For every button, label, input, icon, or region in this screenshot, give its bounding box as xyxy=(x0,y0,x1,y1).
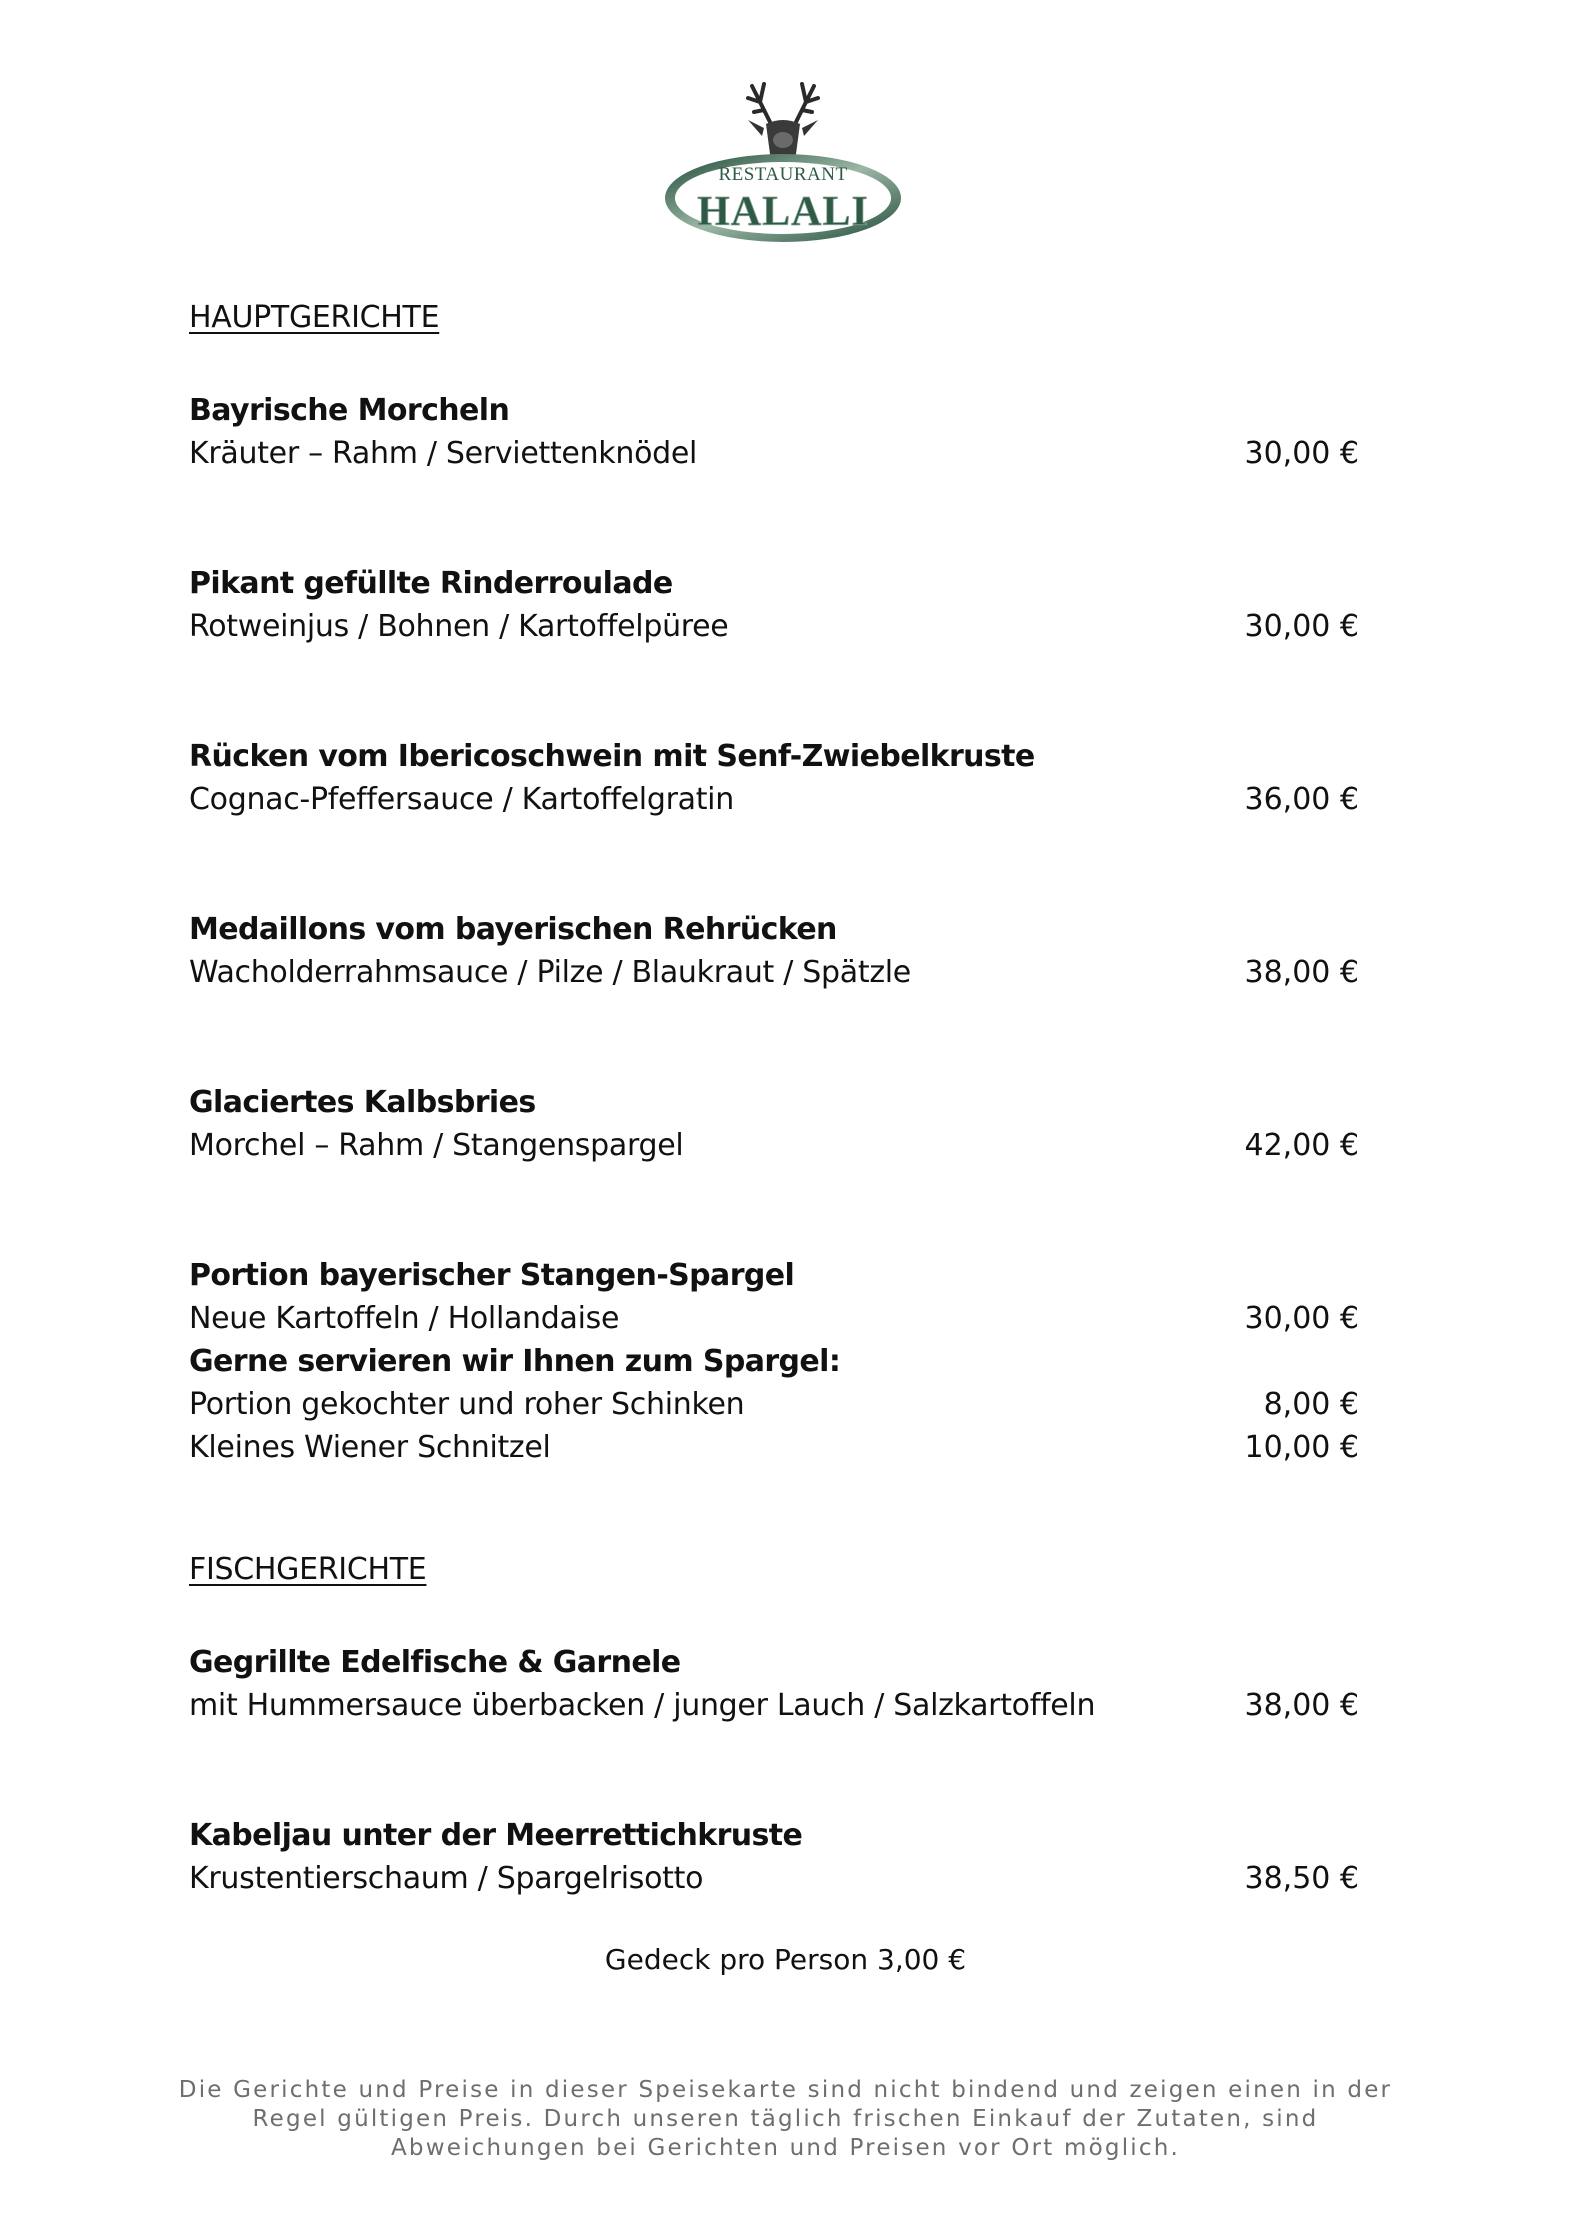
dish-price: 42,00 € xyxy=(1244,1128,1359,1163)
extra-row xyxy=(189,1383,1359,1426)
dish-description: Rotweinjus / Bohnen / Kartoffelpüree xyxy=(189,609,729,644)
extra-price: 8,00 € xyxy=(1263,1387,1359,1422)
dish-description: Krustentierschaum / Spargelrisotto xyxy=(189,1861,704,1896)
section-title-fish: FISCHGERICHTE xyxy=(189,1552,427,1587)
cover-charge: Gedeck pro Person 3,00 € xyxy=(604,1943,967,1976)
dish-price: 30,00 € xyxy=(1244,609,1359,644)
dish-description: Neue Kartoffeln / Hollandaise xyxy=(189,1301,620,1336)
logo-text-restaurant: RESTAURANT xyxy=(718,164,848,185)
extra-description: Kleines Wiener Schnitzel xyxy=(189,1430,551,1465)
dish-description: Kräuter – Rahm / Serviettenknödel xyxy=(189,436,698,471)
extra-price: 10,00 € xyxy=(1244,1430,1359,1465)
dish-price: 30,00 € xyxy=(1244,1301,1359,1336)
dish-description: mit Hummersauce überbacken / junger Lauch / Salzkartoffeln xyxy=(189,1688,1096,1723)
dish-row xyxy=(189,432,1359,475)
dish-name: Pikant gefüllte Rinderroulade xyxy=(189,566,673,601)
dish-price: 38,00 € xyxy=(1244,955,1359,990)
dish-price: 38,50 € xyxy=(1244,1861,1359,1896)
dish-name: Medaillons vom bayerischen Rehrücken xyxy=(189,912,837,947)
dish-name: Portion bayerischer Stangen-Spargel xyxy=(189,1258,795,1293)
dish-row xyxy=(189,951,1359,994)
dish-name: Glaciertes Kalbsbries xyxy=(189,1085,536,1120)
dish-name: Kabeljau unter der Meerrettichkruste xyxy=(189,1818,803,1853)
dish-item xyxy=(189,389,1359,475)
dish-row xyxy=(189,778,1359,821)
dish-row xyxy=(189,1684,1359,1727)
dish-item xyxy=(189,1081,1359,1167)
extras-title: Gerne servieren wir Ihnen zum Spargel: xyxy=(189,1344,841,1379)
dish-item xyxy=(189,908,1359,994)
dish-description: Wacholderrahmsauce / Pilze / Blaukraut / Spätzle xyxy=(189,955,911,990)
dish-item xyxy=(189,1814,1359,1900)
dish-name: Gegrillte Edelfische & Garnele xyxy=(189,1645,681,1680)
extra-row xyxy=(189,1426,1359,1469)
dish-price: 30,00 € xyxy=(1244,436,1359,471)
dish-row xyxy=(189,605,1359,648)
dish-item xyxy=(189,735,1359,821)
section-title-main-courses: HAUPTGERICHTE xyxy=(189,300,440,335)
disclaimer-text: Die Gerichte und Preise in dieser Speisekarte sind nicht bindend und zeigen einen in der Regel gültigen Preis. Durch unseren täglich frischen Einkauf der Zutaten, sind Abweichungen bei Gerichten und Preisen vor Ort möglich. xyxy=(178,2077,1393,2161)
extra-description: Portion gekochter und roher Schinken xyxy=(189,1387,745,1422)
dish-row xyxy=(189,1124,1359,1167)
dish-row xyxy=(189,1857,1359,1900)
dish-price: 36,00 € xyxy=(1244,782,1359,817)
dish-price: 38,00 € xyxy=(1244,1688,1359,1723)
dish-item xyxy=(189,1641,1359,1727)
dish-row xyxy=(189,1297,1359,1340)
dish-description: Morchel – Rahm / Stangenspargel xyxy=(189,1128,684,1163)
dish-item xyxy=(189,562,1359,648)
logo-text-halali: HALALI xyxy=(697,189,869,235)
dish-item xyxy=(189,1254,1359,1469)
dish-description: Cognac-Pfeffersauce / Kartoffelgratin xyxy=(189,782,734,817)
dish-name: Bayrische Morcheln xyxy=(189,393,510,428)
dish-name: Rücken vom Ibericoschwein mit Senf-Zwiebelkruste xyxy=(189,739,1035,774)
restaurant-logo xyxy=(660,80,906,250)
